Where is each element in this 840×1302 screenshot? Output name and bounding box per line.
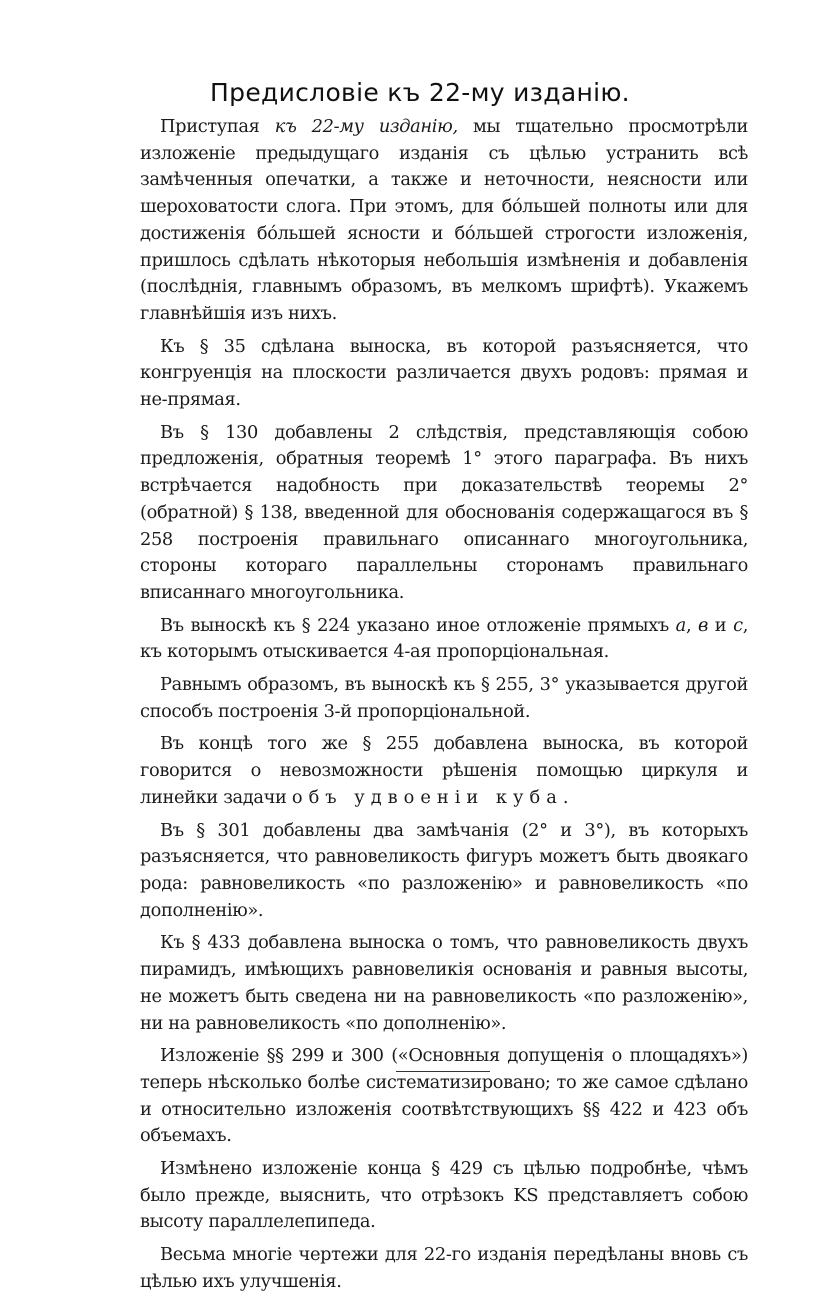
paragraph-section-299-300: Изложеніе §§ 299 и 300 («Основныя допущенія о площадяхъ») теперь нѣсколько болѣе систематизировано; то же самое сдѣлано и относительно изложенія соотвѣтствующихъ §§ 422 и 423 объ объемахъ. [140,1045,748,1147]
paragraph-section-224-rest: , къ которымъ отыскивается 4-ая пропорціональная. [140,614,749,663]
paragraph-section-224-lead: Въ выноскѣ къ § 224 указано иное отложеніе прямыхъ [160,614,676,636]
paragraph-section-255-note [140,731,748,811]
paragraph-section-224 [140,613,748,666]
paragraph-section-301: Въ § 301 добавлены два замѣчанія (2° и 3°), въ которыхъ разъясняется, что равновеликость фигуръ можетъ быть двоякаго рода: равновеликость «по разложенію» и равновеликость «по дополненію». [140,819,748,921]
preface-body [140,114,748,1302]
paragraph-intro [140,114,748,328]
variable-c: c [733,614,743,636]
page-title: Предисловіе къ 22-му изданію. [210,78,630,107]
paragraph-section-35: Къ § 35 сдѣлана выноска, въ которой разъясняется, что конгруенція на плоскости различается двухъ родовъ: прямая и не-прямая. [140,335,748,411]
paragraph-section-130: Въ § 130 добавлены 2 слѣдствія, представляющія собою предложенія, обратныя теоремѣ 1° этого параграфа. Въ нихъ встрѣчается надобность при доказательствѣ теоремы 2° (обратной) § 138, введенной для обоснованія содержащагося въ § 258 построенія правильнаго описаннаго многоугольника, стороны котораго параллельны сторонамъ правильнаго вписаннаго многоугольника. [140,421,748,603]
spaced-emphasis: объ удвоеніи куба [291,786,563,808]
paragraph-section-429: Измѣнено изложеніе конца § 429 съ цѣлью подробнѣе, чѣмъ было прежде, выяснить, что отрѣзокъ KS представляетъ собою высоту параллелепипеда. [140,1158,748,1233]
closing-rule [396,1071,490,1072]
paragraph-section-255-end: . [562,786,569,808]
separator-comma: , [685,614,699,636]
paragraph-intro-italic: къ 22-му изданію, [274,116,458,137]
paragraph-drawings: Весьма многіе чертежи для 22-го изданія передѣланы вновь съ цѣлью ихъ улучшенія. [140,1244,748,1292]
variable-b: в [698,614,709,636]
variable-a: a [675,614,686,636]
paragraph-intro-lead: Приступая [160,116,275,137]
paragraph-intro-rest: мы тщательно просмотрѣли изложеніе предыдущаго изданія съ цѣлью устранить всѣ замѣченныя опечатки, а также и неточности, неясности или шероховатости слога. При этомъ, для бóльшей полноты или для достиженія бóльшей ясности и бóльшей строгости изложенія, пришлось сдѣлать нѣкоторыя небольшія измѣненія и добавленія (послѣднія, главнымъ образомъ, въ мелкомъ шрифтѣ). Укажемъ главнѣйшія изъ нихъ. [140,116,748,324]
paragraph-section-433: Къ § 433 добавлена выноска о томъ, что равновеликость двухъ пирамидъ, имѣющихъ равновеликія основанія и равныя высоты, не можетъ быть сведена ни на равновеликость «по разложенію», ни на равновеликость «по дополненію». [140,932,748,1034]
paragraph-section-255-method: Равнымъ образомъ, въ выноскѣ къ § 255, 3° указывается другой способъ построенія 3-й пропорціональной. [140,674,748,722]
paragraph-section-255-lead: Въ концѣ того же § 255 добавлена выноска, въ которой говорится о невозможности рѣшенія помощью циркуля и линейки задачи [140,733,748,808]
separator-and: и [708,614,734,636]
